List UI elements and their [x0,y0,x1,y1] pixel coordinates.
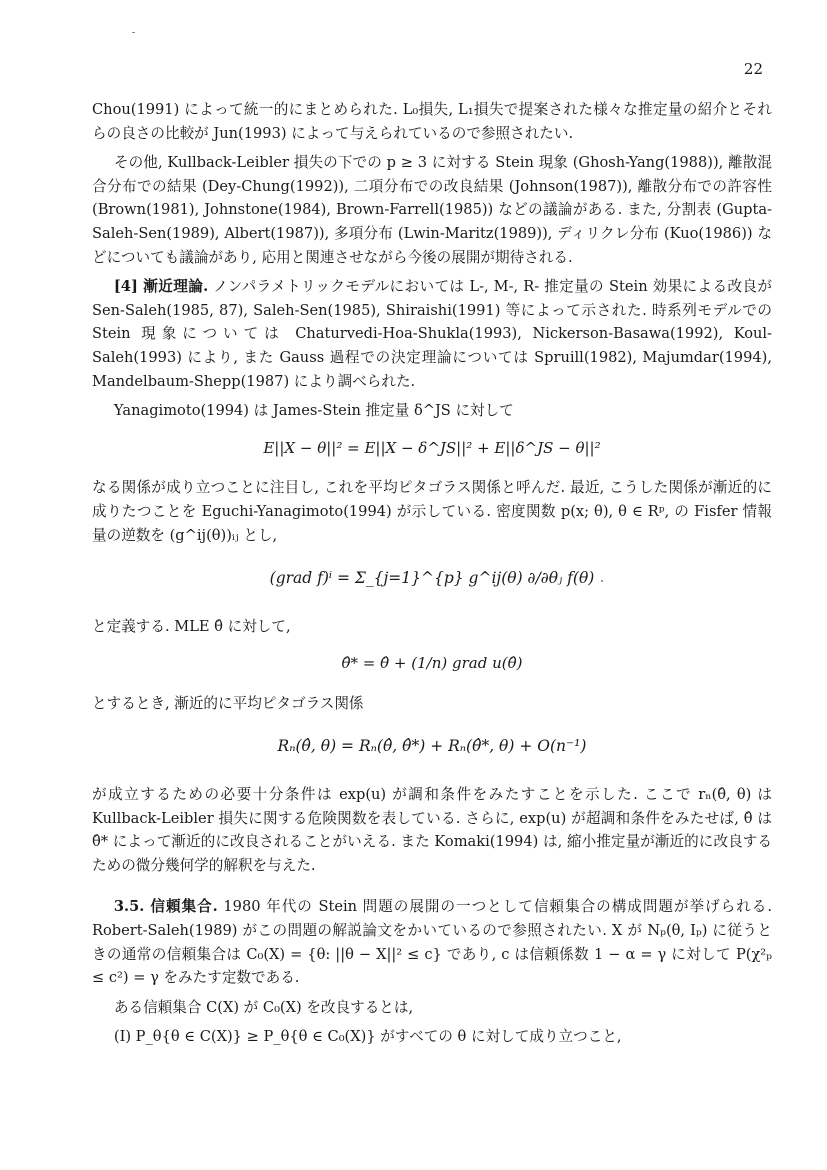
paragraph: なる関係が成り立つことに注目し, これを平均ピタゴラス関係と呼んだ. 最近, こうした関係が漸近的に成りたつことを Eguchi-Yanagimoto(1994) が示している. 密度関数 p(x; θ), θ ∈ Rᵖ, の Fisfer 情報量の逆数を (g^ij(θ))ᵢⱼ とし, [92,479,772,544]
paragraph-text: ノンパラメトリックモデルにおいては L-, M-, R- 推定量の Stein 効果による改良が Sen-Saleh(1985, 87), Saleh-Sen(1985), Shiraishi(1991) 等によって示された. 時系列モデルでの Stein 現象については Chaturvedi-Hoa-Shukla(1993), Nickerson-Basawa(1992), Koul-Saleh(1993) により, また Gauss 過程での決定理論については Spruill(1982), Majumdar(1994), Mandelbaum-Shepp(1987) により調べられた. [92,278,772,390]
paragraph: その他, Kullback-Leibler 損失の下での p ≥ 3 に対する Stein 現象 (Ghosh-Yang(1988)), 離散混合分布での結果 (Dey-Chung(1992)), 二項分布での改良結果 (Johnson(1987)), 離散分布での許容性 (Brown(1981), Johnstone(1984), Brown-Farrell(1985)) などの議論がある. また, 分割表 (Gupta-Saleh-Sen(1989), Albert(1987)), 多項分布 (Lwin-Maritz(1989)), ディリクレ分布 (Kuo(1986)) などについても議論があり, 応用と関連させながら今後の展開が期待される. [92,154,772,266]
equation: Rₙ(θ̂, θ) = Rₙ(θ̂, θ̂*) + Rₙ(θ̂*, θ) + O(n⁻¹) [277,737,587,756]
equation: (grad f)ⁱ = Σ_{j=1}^{p} g^ij(θ) ∂/∂θⱼ f(θ) [269,569,595,588]
paragraph [92,275,772,393]
section-heading: [4] 漸近理論. [113,278,209,296]
paragraph: が成立するための必要十分条件は exp(u) が調和条件をみたすことを示した. ここで rₙ(θ̂, θ) は Kullback-Leibler 損失に関する危険関数を表している. さらに, exp(u) が超調和条件をみたせば, θ̂ は θ̂* によって漸近的に改良されることがいえる. また Komaki(1994) は, 縮小推定量が漸近的に改良するための微分幾何学的解釈を与えた. [92,786,772,874]
scan-mark [132,32,135,33]
body-text [92,98,772,1055]
paragraph: (I) P_θ{θ ∈ C(X)} ≥ P_θ{θ ∈ C₀(X)} がすべての θ に対して成り立つこと, [113,1028,622,1046]
section-heading: 3.5. 信頼集合. [113,898,218,916]
paragraph: ある信頼集合 C(X) が C₀(X) を改良するとは, [113,998,414,1016]
equation: θ̂* = θ̂ + (1/n) grad u(θ̂) [341,654,523,673]
paragraph: Yanagimoto(1994) は James-Stein 推定量 δ^JS に対して [113,402,514,420]
paragraph: Chou(1991) によって統一的にまとめられた. L₀損失, L₁損失で提案された様々な推定量の紹介とそれらの良さの比較が Jun(1993) によって与えられているので参照されたい. [92,101,772,142]
paragraph: と定義する. MLE θ̂ に対して, [92,617,291,635]
page-number: 22 [743,60,763,78]
paragraph [92,895,772,989]
paragraph: とするとき, 漸近的に平均ピタゴラス関係 [92,694,364,712]
paragraph-text: 1980 年代の Stein 問題の展開の一つとして信頼集合の構成問題が挙げられる. Robert-Saleh(1989) がこの問題の解説論文をかいているので参照されたい. X が Nₚ(θ, Iₚ) に従うときの通常の信頼集合は C₀(X) = {θ: ||θ − X||² ≤ c} であり, c は信頼係数 1 − α = γ に対して P(χ²ₚ ≤ c²) = γ をみたす定数である. [92,898,773,987]
equation: E||X − θ||² = E||X − δ^JS||² + E||δ^JS − θ||² [263,438,601,457]
